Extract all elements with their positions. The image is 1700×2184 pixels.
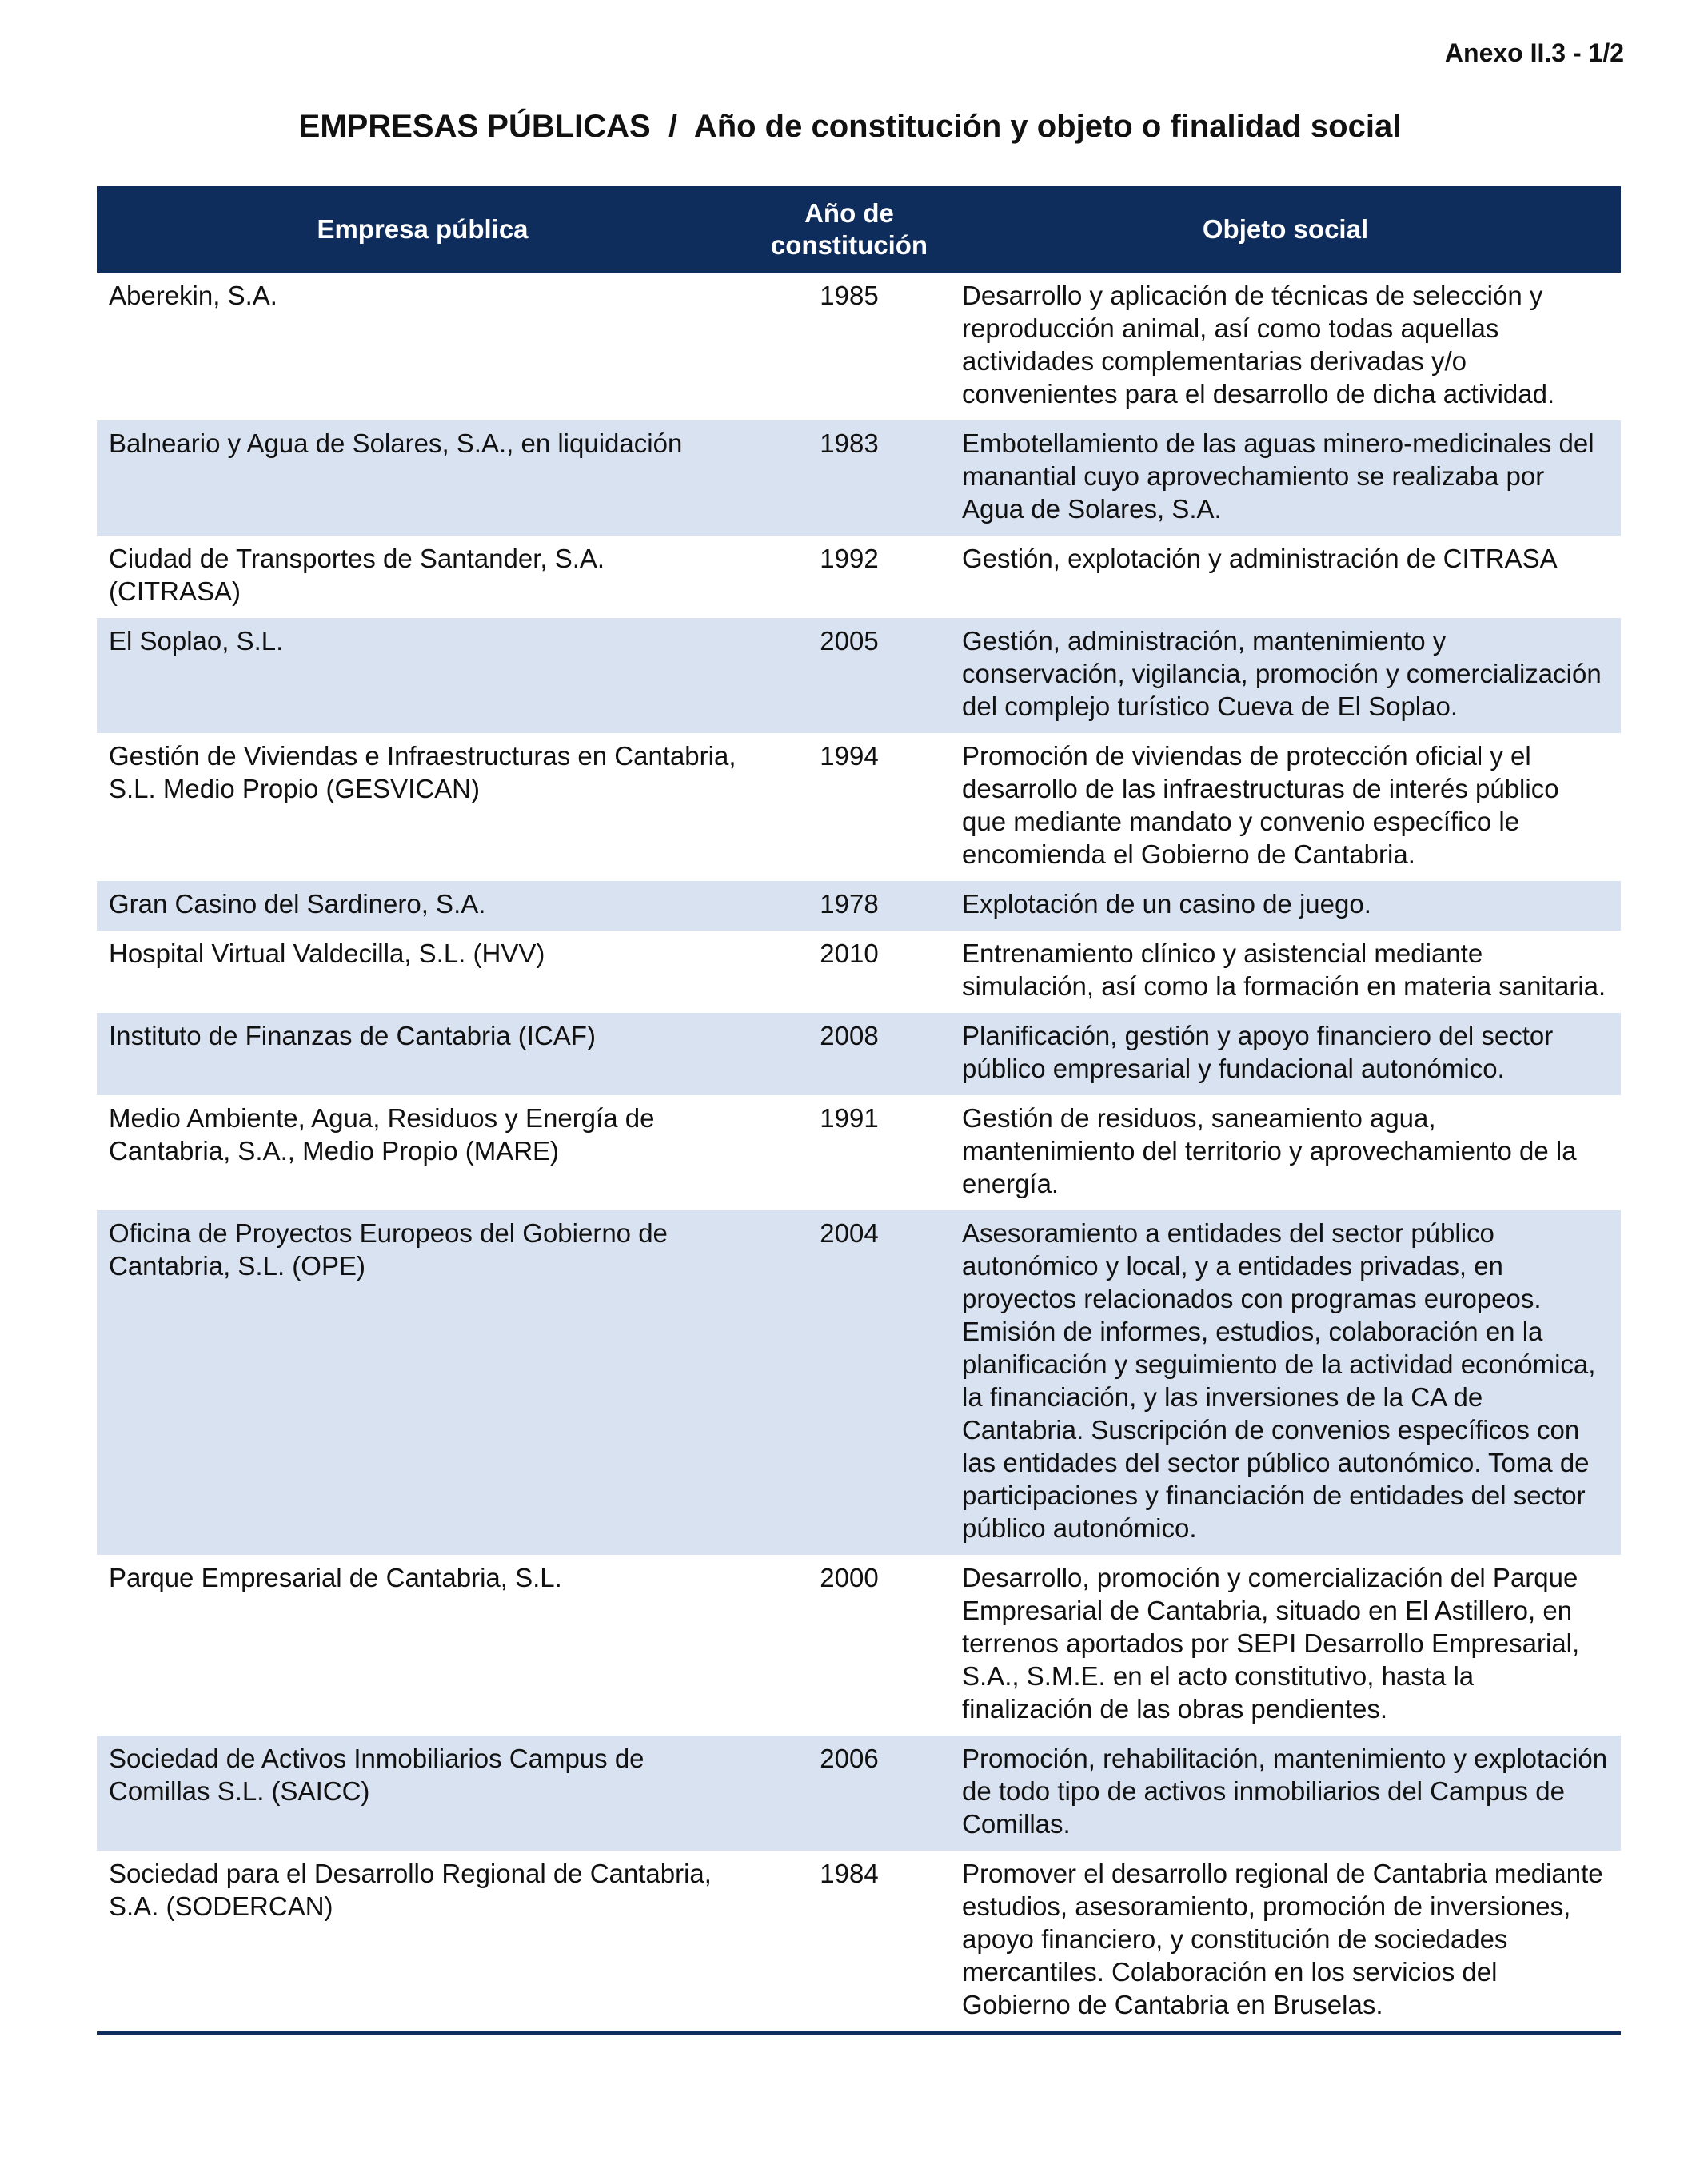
header-year-line2: constitución [770, 230, 928, 260]
company-purpose: Promover el desarrollo regional de Cantabria mediante estudios, asesoramiento, promoción de inversiones, apoyo financiero, y constitución de sociedades mercantiles. Colaboración en los servicios del Gobierno de Cantabria en Bruselas. [950, 1851, 1621, 2033]
company-name: El Soplao, S.L. [97, 618, 748, 733]
founding-year: 2000 [748, 1555, 950, 1736]
founding-year: 1978 [748, 881, 950, 931]
company-purpose: Asesoramiento a entidades del sector público autonómico y local, y a entidades privadas, en proyectos relacionados con programas europeos. Emisión de informes, estudios, colaboración en la planificación y seguimiento de la actividad económica, la financiación, y las inversiones de la CA de Cantabria. Suscripción de convenios específicos con las entidades del sector público autonómico. Toma de participaciones y financiación de entidades del sector público autonómico. [950, 1210, 1621, 1555]
table-row [97, 931, 1621, 1013]
founding-year: 1992 [748, 536, 950, 618]
founding-year: 1984 [748, 1851, 950, 2033]
table-row [97, 1210, 1621, 1555]
company-purpose: Gestión, administración, mantenimiento y conservación, vigilancia, promoción y comercialización del complejo turístico Cueva de El Soplao. [950, 618, 1621, 733]
company-name: Balneario y Agua de Solares, S.A., en liquidación [97, 420, 748, 536]
company-name: Parque Empresarial de Cantabria, S.L. [97, 1555, 748, 1736]
company-name: Gran Casino del Sardinero, S.A. [97, 881, 748, 931]
table-row [97, 1013, 1621, 1095]
company-name: Oficina de Proyectos Europeos del Gobierno de Cantabria, S.L. (OPE) [97, 1210, 748, 1555]
table-row [97, 1555, 1621, 1736]
company-name: Aberekin, S.A. [97, 273, 748, 420]
company-purpose: Gestión de residuos, saneamiento agua, mantenimiento del territorio y aprovechamiento de la energía. [950, 1095, 1621, 1210]
header-company: Empresa pública [97, 186, 748, 273]
table-row [97, 536, 1621, 618]
founding-year: 1994 [748, 733, 950, 881]
founding-year: 2010 [748, 931, 950, 1013]
company-purpose: Gestión, explotación y administración de CITRASA [950, 536, 1621, 618]
table-row [97, 1736, 1621, 1851]
company-purpose: Promoción, rehabilitación, mantenimiento y explotación de todo tipo de activos inmobiliarios del Campus de Comillas. [950, 1736, 1621, 1851]
founding-year: 2004 [748, 1210, 950, 1555]
table-header-row [97, 186, 1621, 273]
table-row [97, 273, 1621, 420]
header-year-line1: Año de [804, 198, 894, 228]
company-name: Medio Ambiente, Agua, Residuos y Energía de Cantabria, S.A., Medio Propio (MARE) [97, 1095, 748, 1210]
company-purpose: Entrenamiento clínico y asistencial mediante simulación, así como la formación en materia sanitaria. [950, 931, 1621, 1013]
table-row [97, 881, 1621, 931]
company-purpose: Planificación, gestión y apoyo financiero del sector público empresarial y fundacional autonómico. [950, 1013, 1621, 1095]
header-purpose: Objeto social [950, 186, 1621, 273]
company-name: Ciudad de Transportes de Santander, S.A. (CITRASA) [97, 536, 748, 618]
table-row [97, 420, 1621, 536]
founding-year: 1985 [748, 273, 950, 420]
company-purpose: Promoción de viviendas de protección oficial y el desarrollo de las infraestructuras de interés público que mediante mandato y convenio específico le encomienda el Gobierno de Cantabria. [950, 733, 1621, 881]
company-name: Hospital Virtual Valdecilla, S.L. (HVV) [97, 931, 748, 1013]
table-row [97, 1851, 1621, 2033]
founding-year: 2008 [748, 1013, 950, 1095]
founding-year: 2005 [748, 618, 950, 733]
company-name: Sociedad para el Desarrollo Regional de Cantabria, S.A. (SODERCAN) [97, 1851, 748, 2033]
founding-year: 1983 [748, 420, 950, 536]
page-title: EMPRESAS PÚBLICAS / Año de constitución y objeto o finalidad social [298, 109, 1402, 144]
company-name: Instituto de Finanzas de Cantabria (ICAF) [97, 1013, 748, 1095]
table-row [97, 733, 1621, 881]
header-year [748, 186, 950, 273]
annex-label: Anexo II.3 - 1/2 [1444, 38, 1624, 67]
company-purpose: Desarrollo y aplicación de técnicas de selección y reproducción animal, así como todas aquellas actividades complementarias derivadas y/o convenientes para el desarrollo de dicha actividad. [950, 273, 1621, 420]
company-purpose: Embotellamiento de las aguas minero-medicinales del manantial cuyo aprovechamiento se realizaba por Agua de Solares, S.A. [950, 420, 1621, 536]
company-name: Gestión de Viviendas e Infraestructuras en Cantabria, S.L. Medio Propio (GESVICAN) [97, 733, 748, 881]
founding-year: 2006 [748, 1736, 950, 1851]
companies-table [97, 186, 1621, 2035]
company-purpose: Desarrollo, promoción y comercialización del Parque Empresarial de Cantabria, situado en El Astillero, en terrenos aportados por SEPI Desarrollo Empresarial, S.A., S.M.E. en el acto constitutivo, hasta la finalización de las obras pendientes. [950, 1555, 1621, 1736]
founding-year: 1991 [748, 1095, 950, 1210]
table-row [97, 1095, 1621, 1210]
table-row [97, 618, 1621, 733]
company-name: Sociedad de Activos Inmobiliarios Campus de Comillas S.L. (SAICC) [97, 1736, 748, 1851]
company-purpose: Explotación de un casino de juego. [950, 881, 1621, 931]
